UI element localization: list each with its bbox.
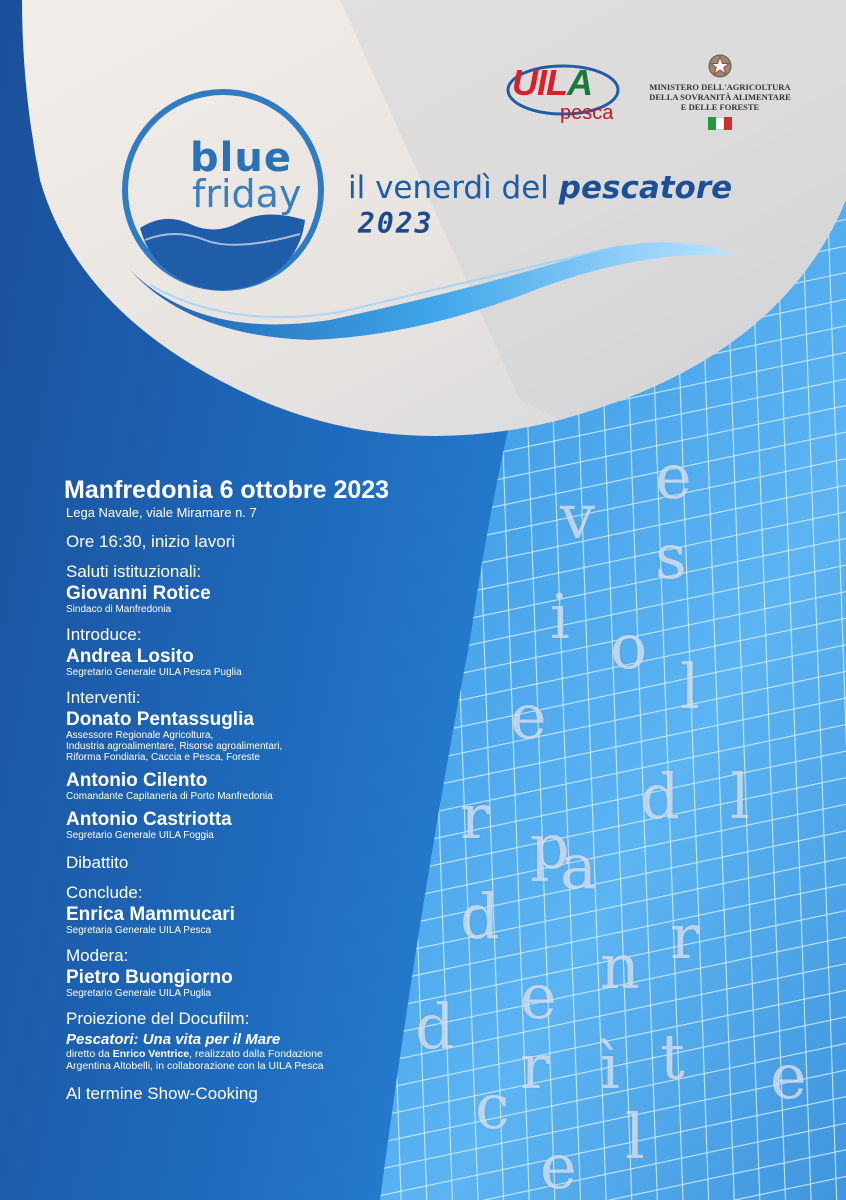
section-label: Saluti istituzionali: xyxy=(66,562,202,581)
section-label: Introduce: xyxy=(66,625,142,644)
speakers-section xyxy=(64,688,444,841)
decorative-letter: e xyxy=(655,440,692,513)
section-label: Conclude: xyxy=(66,883,143,902)
decorative-letter: t xyxy=(660,1020,685,1093)
section-label: Interventi: xyxy=(66,688,141,707)
logo-friday-text: friday xyxy=(192,172,302,216)
speaker-name: Donato Pentassuglia xyxy=(66,709,254,730)
ministry-line-1: MINISTERO DELL'AGRICOLTURA xyxy=(649,82,791,92)
tagline-year: 2023 xyxy=(358,207,434,240)
event-time: Ore 16:30, inizio lavori xyxy=(66,532,236,551)
decorative-letter: e xyxy=(520,960,557,1033)
speaker-role: Industria agroalimentare, Risorse agroalimentari, xyxy=(66,741,283,752)
ministry-line-2: DELLA SOVRANITÀ ALIMENTARE xyxy=(649,92,791,102)
uila-a: A xyxy=(567,62,592,103)
film-title: Pescatori: Una vita per il Mare xyxy=(66,1031,281,1048)
decorative-letter: e xyxy=(540,1130,577,1200)
decorative-letter: i xyxy=(550,580,570,653)
decorative-letter: r xyxy=(670,900,700,973)
greetings-section xyxy=(64,562,444,615)
decorative-letter: r xyxy=(460,780,490,853)
decorative-letter: e xyxy=(510,680,547,753)
decorative-letter: l xyxy=(625,1100,645,1173)
uila-pesca-text: pesca xyxy=(560,102,614,124)
italian-emblem-icon xyxy=(707,52,733,80)
concludes-section xyxy=(64,883,444,936)
ministry-name xyxy=(640,82,800,112)
decorative-letter: a xyxy=(560,830,597,903)
decorative-letter: e xyxy=(770,1040,807,1113)
ministry-logo xyxy=(640,52,800,130)
decorative-letter: d xyxy=(640,760,680,833)
speaker-role: Sindaco di Manfredonia xyxy=(66,604,172,615)
intro-section xyxy=(64,625,444,678)
decorative-letter: d xyxy=(415,990,455,1063)
speaker-role: Riforma Fondiaria, Caccia e Pesca, Foreste xyxy=(66,752,260,763)
speaker-name: Andrea Losito xyxy=(66,646,194,667)
decorative-letter: o xyxy=(610,610,648,683)
closing-note: Al termine Show-Cooking xyxy=(66,1084,258,1103)
decorative-letter: c xyxy=(475,1070,510,1143)
uila-main: UIL xyxy=(512,62,567,103)
italian-flag-icon xyxy=(708,117,732,130)
decorative-letter: l xyxy=(680,650,700,723)
decorative-letter: v xyxy=(560,480,596,553)
uila-logo-text xyxy=(512,62,592,104)
film-description-line-2: Argentina Altobelli, in collaborazione con la UILA Pesca xyxy=(66,1060,324,1072)
speaker-role: Segretario Generale UILA Foggia xyxy=(66,830,214,841)
decorative-letter: n xyxy=(600,930,640,1003)
film-section xyxy=(64,1009,444,1072)
speaker-role: Comandante Capitaneria di Porto Manfredonia xyxy=(66,791,273,802)
speaker-role: Segretaria Generale UILA Pesca xyxy=(66,925,212,936)
tagline-emphasis: pescatore xyxy=(558,170,733,206)
moderator-section xyxy=(64,946,444,999)
section-label: Proiezione del Docufilm: xyxy=(66,1009,250,1028)
decorative-letter: l xyxy=(730,760,750,833)
speaker-name: Enrica Mammucari xyxy=(66,904,235,925)
film-desc-suffix: , realizzato dalla Fondazione xyxy=(189,1048,323,1060)
ministry-line-3: E DELLE FORESTE xyxy=(680,102,760,112)
speaker-name: Antonio Cilento xyxy=(66,770,208,791)
film-director: Enrico Ventrice xyxy=(112,1048,190,1060)
decorative-letter: r xyxy=(520,1030,550,1103)
decorative-letter: s xyxy=(655,520,687,593)
film-desc-prefix: diretto da xyxy=(66,1048,113,1060)
speaker-role: Segretario Generale UILA Pesca Puglia xyxy=(66,667,242,678)
speaker-role: Segretario Generale UILA Puglia xyxy=(66,988,212,999)
decorative-letter: d xyxy=(460,880,500,953)
speaker-name: Antonio Castriotta xyxy=(66,809,232,830)
debate: Dibattito xyxy=(66,853,129,872)
film-description xyxy=(66,1048,444,1060)
speaker-name: Pietro Buongiorno xyxy=(66,967,233,988)
speaker-name: Giovanni Rotice xyxy=(66,583,211,604)
tagline-prefix: il venerdì del xyxy=(348,170,559,206)
speaker-role: Assessore Regionale Agricoltura, xyxy=(66,730,214,741)
program xyxy=(64,476,444,1104)
decorative-letter: ì xyxy=(600,1030,620,1103)
event-venue: Lega Navale, viale Miramare n. 7 xyxy=(66,505,257,520)
event-title: Manfredonia 6 ottobre 2023 xyxy=(64,476,390,504)
tagline xyxy=(348,170,732,206)
section-label: Modera: xyxy=(66,946,129,965)
logo-blue-text: blue xyxy=(190,135,292,181)
decorative-letter: p xyxy=(530,810,570,883)
